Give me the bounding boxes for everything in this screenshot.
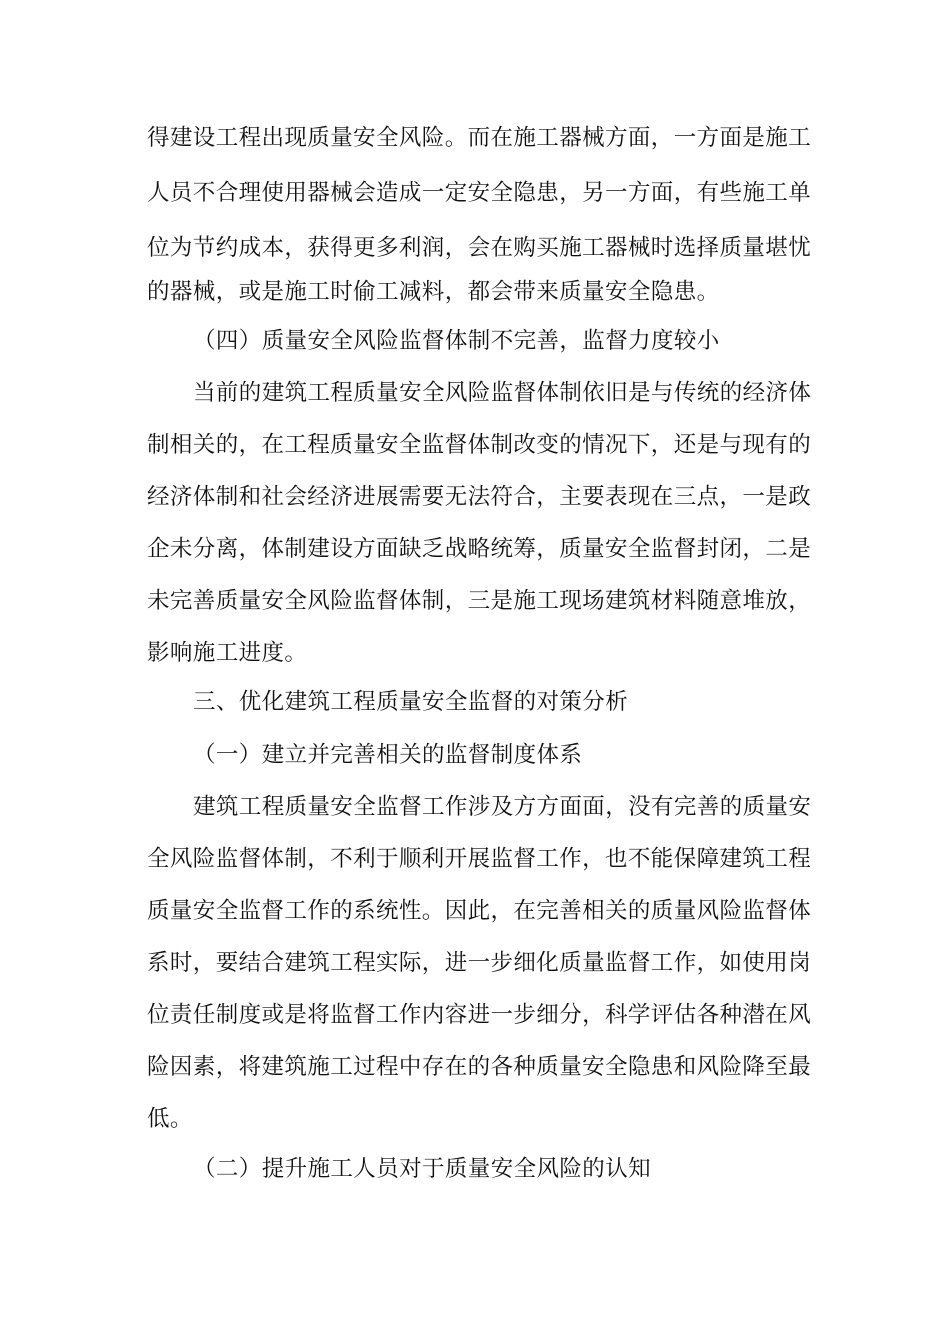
paragraph-line: 低。 xyxy=(147,1106,193,1132)
paragraph-line: 得建设工程出现质量安全风险。而在施工器械方面，一方面是施工 xyxy=(147,125,812,151)
paragraph-line: 经济体制和社会经济进展需要无法符合，主要表现在三点，一是政 xyxy=(147,484,812,510)
paragraph-line: 当前的建筑工程质量安全风险监督体制依旧是与传统的经济体 xyxy=(193,380,812,406)
paragraph-line: 建筑工程质量安全监督工作涉及方方面面，没有完善的质量安 xyxy=(193,794,812,820)
section-heading: （二）提升施工人员对于质量安全风险的认知 xyxy=(193,1156,652,1182)
paragraph-line: 影响施工进度。 xyxy=(147,640,308,666)
paragraph-line: 位为节约成本，获得更多利润，会在购买施工器械时选择质量堪忧 xyxy=(147,235,812,261)
section-heading: （四）质量安全风险监督体制不完善，监督力度较小 xyxy=(193,328,720,354)
paragraph-line: 全风险监督体制，不利于顺利开展监督工作，也不能保障建筑工程 xyxy=(147,846,812,872)
paragraph-line: 人员不合理使用器械会造成一定安全隐患，另一方面，有些施工单 xyxy=(147,180,812,206)
paragraph-line: 的器械，或是施工时偷工减料，都会带来质量安全隐患。 xyxy=(147,279,720,305)
paragraph-line: 制相关的，在工程质量安全监督体制改变的情况下，还是与现有的 xyxy=(147,432,812,458)
paragraph-line: 险因素，将建筑施工过程中存在的各种质量安全隐患和风险降至最 xyxy=(147,1054,812,1080)
chapter-heading: 三、优化建筑工程质量安全监督的对策分析 xyxy=(193,689,629,715)
paragraph-line: 未完善质量安全风险监督体制，三是施工现场建筑材料随意堆放， xyxy=(147,588,812,614)
paragraph-line: 企未分离，体制建设方面缺乏战略统筹，质量安全监督封闭，二是 xyxy=(147,536,812,562)
paragraph-line: 位责任制度或是将监督工作内容进一步细分，科学评估各种潜在风 xyxy=(147,1002,812,1028)
section-heading: （一）建立并完善相关的监督制度体系 xyxy=(193,742,583,768)
paragraph-line: 质量安全监督工作的系统性。因此，在完善相关的质量风险监督体 xyxy=(147,898,812,924)
paragraph-line: 系时，要结合建筑工程实际，进一步细化质量监督工作，如使用岗 xyxy=(147,950,812,976)
